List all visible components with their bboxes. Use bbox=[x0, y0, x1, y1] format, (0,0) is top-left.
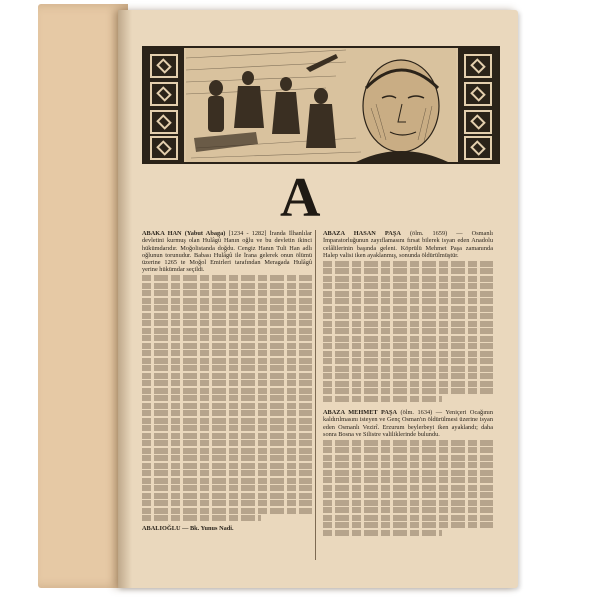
facing-page-edge bbox=[38, 4, 128, 588]
column-divider bbox=[315, 230, 316, 560]
entry-dates: (ölm. 1634) bbox=[400, 409, 433, 417]
text-lines-placeholder bbox=[142, 275, 312, 521]
entry-dates: (ölm. 1659) bbox=[409, 230, 448, 237]
ornament-border-right bbox=[458, 48, 498, 162]
cross-ref-entry: ABALIOĞLU bbox=[142, 525, 181, 533]
illustrated-header-banner bbox=[142, 46, 500, 164]
right-column bbox=[323, 230, 493, 537]
engraving-drawing bbox=[186, 48, 456, 162]
entry-title: ABAZA HASAN PAŞA bbox=[323, 230, 401, 237]
entry-title: ABAKA HAN (Yabut Abaga) bbox=[142, 230, 226, 237]
ornament-motif bbox=[150, 110, 178, 134]
entry-text: — Osmanlı İmparatorluğunun zayıflamasını fırsat bilerek isyan eden Anadolu celâlilerinin başında geleni. Köprülü Mehmet Paşa zamanında Halep valisi iken ayaklanmış, sonunda öldürülmüştür. bbox=[323, 230, 493, 259]
ornament-motif bbox=[464, 136, 492, 160]
entry-text: — Yeniçeri Ocağının kaldırılmasını isteyen ve Genç Osman'ın öldürülmesi üzerine isyan eden Osmanlı Vezirî. Erzurum beylerbeyi iken ayaklandı; daha sonra Bosna ve Silistre valiliklerinde bulundu. bbox=[323, 409, 493, 439]
ornament-motif bbox=[150, 54, 178, 78]
entry-dates: [1234 - 1282] bbox=[228, 230, 267, 237]
cross-ref-target: — Bk. Yunus Nadi. bbox=[182, 525, 234, 533]
encyclopedia-page bbox=[118, 10, 518, 588]
text-lines-placeholder bbox=[323, 261, 493, 402]
ornament-border-left bbox=[144, 48, 184, 162]
engraving-illustration bbox=[186, 48, 456, 162]
ornament-motif bbox=[150, 82, 178, 106]
left-column bbox=[142, 230, 312, 533]
ornament-motif bbox=[464, 54, 492, 78]
entry-abaza-mehmet-pasa bbox=[323, 409, 493, 438]
ornament-motif bbox=[464, 82, 492, 106]
text-lines-placeholder bbox=[323, 440, 493, 536]
entry-title: ABAZA MEHMET PAŞA bbox=[323, 409, 397, 417]
ornament-motif bbox=[150, 136, 178, 160]
page-gutter-shadow bbox=[118, 10, 132, 588]
entry-text: İranda İlhanlılar devletini kurmuş olan Hulâgû Hanın oğlu ve bu devletin ikinci hükümdarıdır. Moğolistanda doğdu. Cengiz Hanın Tuli Han adlı oğlunun torunudur. Babası Hulâgû ile İrana gelerek onun ölümü üzerine 1265 te Moğol Emirleri tarafından Meragada Hulâgû yerine hükümdar seçildi. bbox=[142, 230, 312, 274]
entry-abaza-hasan-pasa bbox=[323, 230, 493, 259]
section-letter: A bbox=[280, 167, 321, 229]
cross-reference bbox=[142, 525, 312, 532]
ornament-motif bbox=[464, 110, 492, 134]
entry-abaka-han bbox=[142, 230, 312, 274]
